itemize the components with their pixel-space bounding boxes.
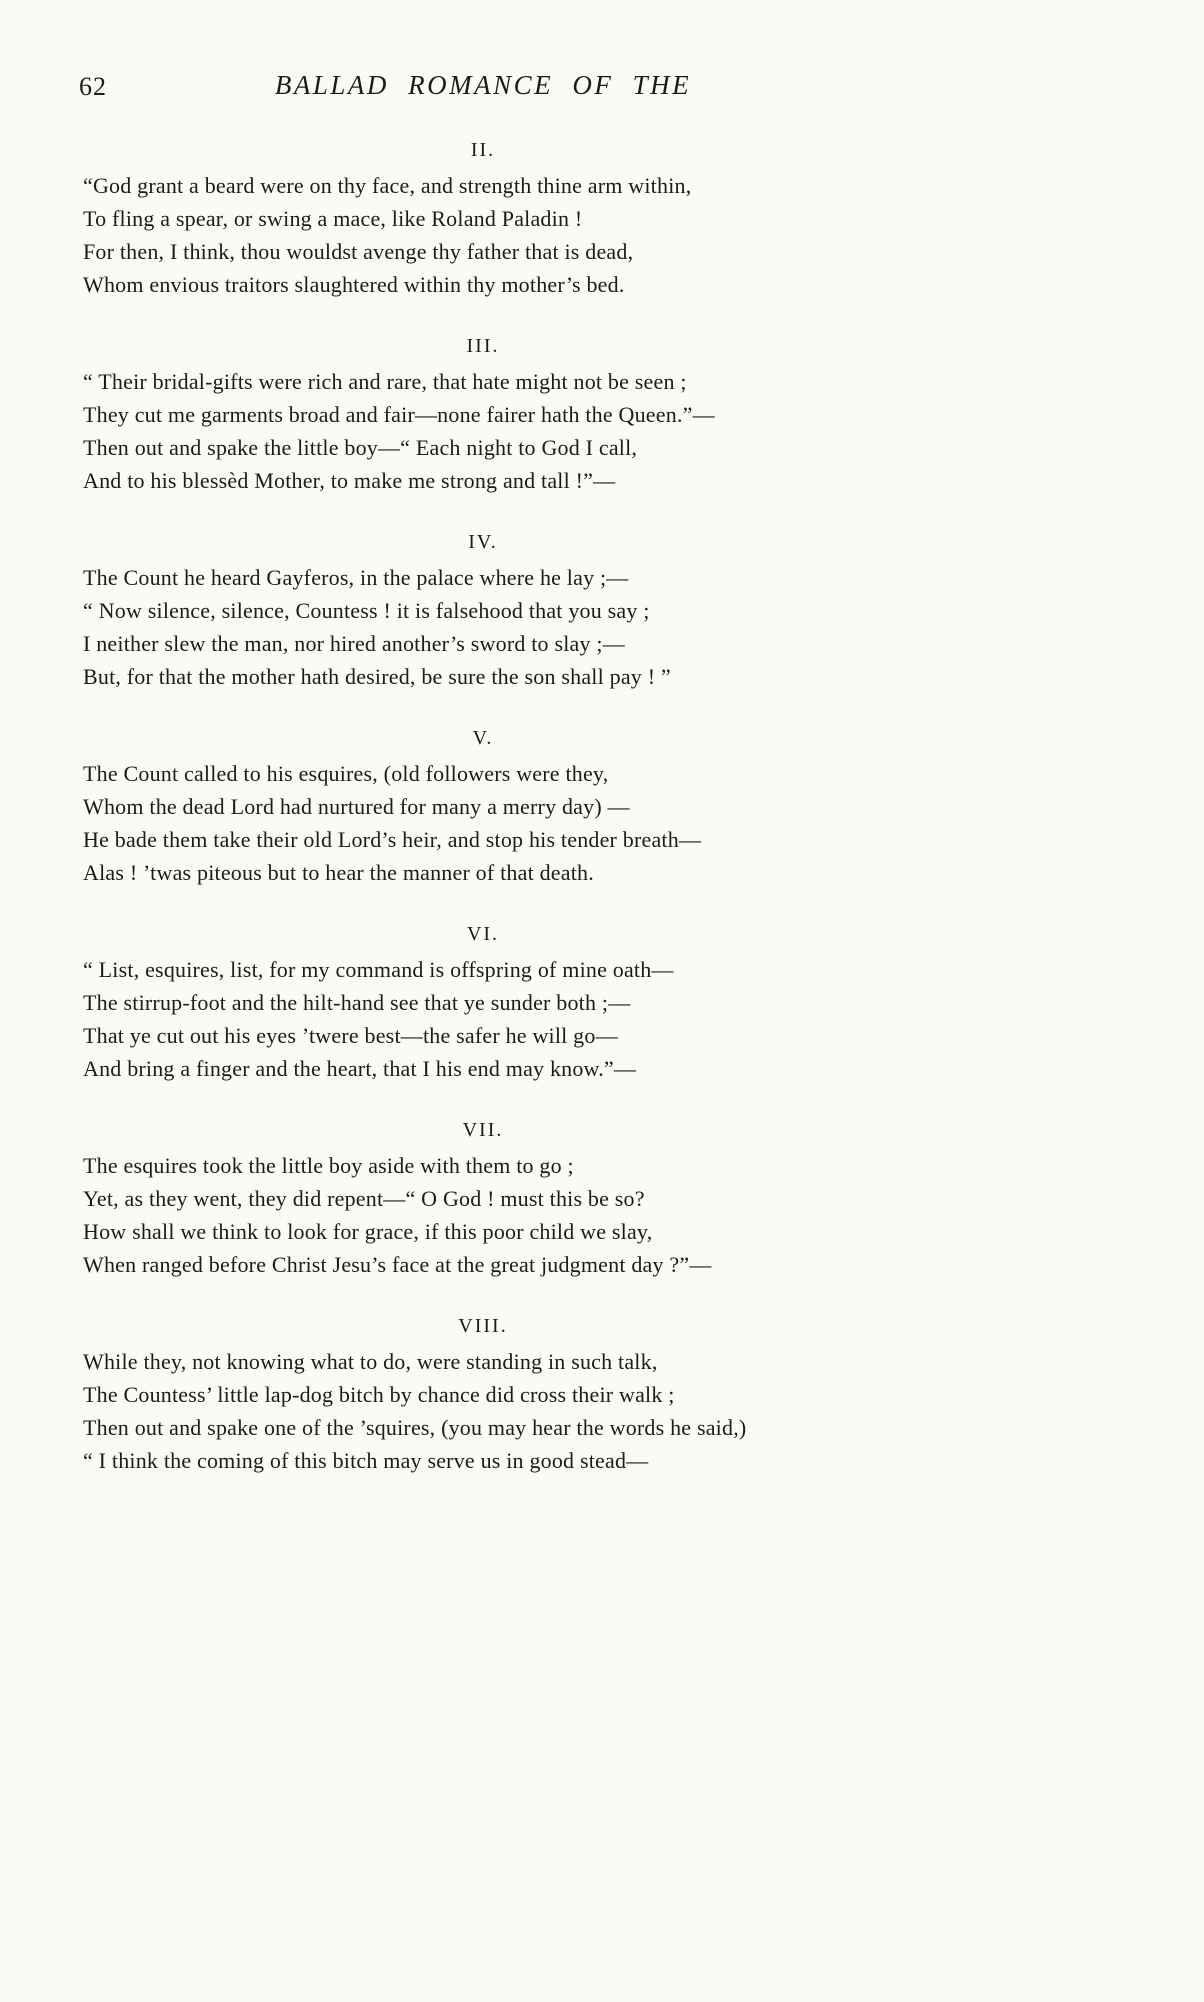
verse-line: “ I think the coming of this bitch may serve us in good stead— [83, 1448, 649, 1473]
page-content [79, 70, 883, 1506]
verse-line: And bring a finger and the heart, that I his end may know.”— [83, 1056, 637, 1081]
verse-line: Whom envious traitors slaughtered within thy mother’s bed. [83, 272, 625, 297]
stanza-numeral: VII. [462, 1119, 504, 1141]
verse-line: The Count he heard Gayferos, in the palace where he lay ;— [83, 565, 629, 590]
stanza-ii [83, 134, 883, 301]
page-header [79, 70, 883, 104]
verse-line: Alas ! ’twas piteous but to hear the manner of that death. [83, 860, 594, 885]
verse-line: He bade them take their old Lord’s heir, and stop his tender breath— [83, 827, 702, 852]
verse-line: The Countess’ little lap-dog bitch by chance did cross their walk ; [83, 1382, 675, 1407]
verse-line: The Count called to his esquires, (old followers were they, [83, 761, 609, 786]
verse-line: “ Their bridal-gifts were rich and rare, that hate might not be seen ; [83, 369, 687, 394]
verse-line: Then out and spake one of the ’squires, (you may hear the words he said,) [83, 1415, 747, 1440]
stanza-numeral: IV. [468, 531, 498, 553]
verse-line: But, for that the mother hath desired, be sure the son shall pay ! ” [83, 664, 671, 689]
stanza-numeral: III. [466, 335, 500, 357]
verse-line: Whom the dead Lord had nurtured for many a merry day) — [83, 794, 630, 819]
stanza-vi [83, 918, 883, 1085]
verse-line: I neither slew the man, nor hired another’s sword to slay ;— [83, 631, 625, 656]
verse-line: To fling a spear, or swing a mace, like Roland Paladin ! [83, 206, 583, 231]
verse-line: When ranged before Christ Jesu’s face at the great judgment day ?”— [83, 1252, 712, 1277]
stanza-numeral: V. [472, 727, 494, 749]
verse-line: Then out and spake the little boy—“ Each night to God I call, [83, 435, 638, 460]
verse-line: The stirrup-foot and the hilt-hand see that ye sunder both ;— [83, 990, 631, 1015]
verse-line: And to his blessèd Mother, to make me strong and tall !”— [83, 468, 616, 493]
stanza-numeral: II. [470, 139, 496, 161]
stanza-vii [83, 1114, 883, 1281]
verse-line: Yet, as they went, they did repent—“ O God ! must this be so? [83, 1186, 645, 1211]
stanza-numeral: VI. [466, 923, 500, 945]
verse-line: How shall we think to look for grace, if this poor child we slay, [83, 1219, 653, 1244]
stanza-viii [83, 1310, 883, 1477]
stanza-v [83, 722, 883, 889]
verse-line: “God grant a beard were on thy face, and strength thine arm within, [83, 173, 692, 198]
page-number: 62 [79, 72, 107, 101]
stanza-iv [83, 526, 883, 693]
running-header: BALLAD ROMANCE OF THE [274, 70, 692, 100]
verse-line: For then, I think, thou wouldst avenge thy father that is dead, [83, 239, 634, 264]
stanza-numeral: VIII. [458, 1315, 508, 1337]
verse-line: While they, not knowing what to do, were standing in such talk, [83, 1349, 658, 1374]
stanza-iii [83, 330, 883, 497]
verse-line: The esquires took the little boy aside with them to go ; [83, 1153, 574, 1178]
verse-line: That ye cut out his eyes ’twere best—the safer he will go— [83, 1023, 618, 1048]
verse-line: “ Now silence, silence, Countess ! it is falsehood that you say ; [83, 598, 650, 623]
verse-line: “ List, esquires, list, for my command is offspring of mine oath— [83, 957, 674, 982]
verse-line: They cut me garments broad and fair—none fairer hath the Queen.”— [83, 402, 715, 427]
